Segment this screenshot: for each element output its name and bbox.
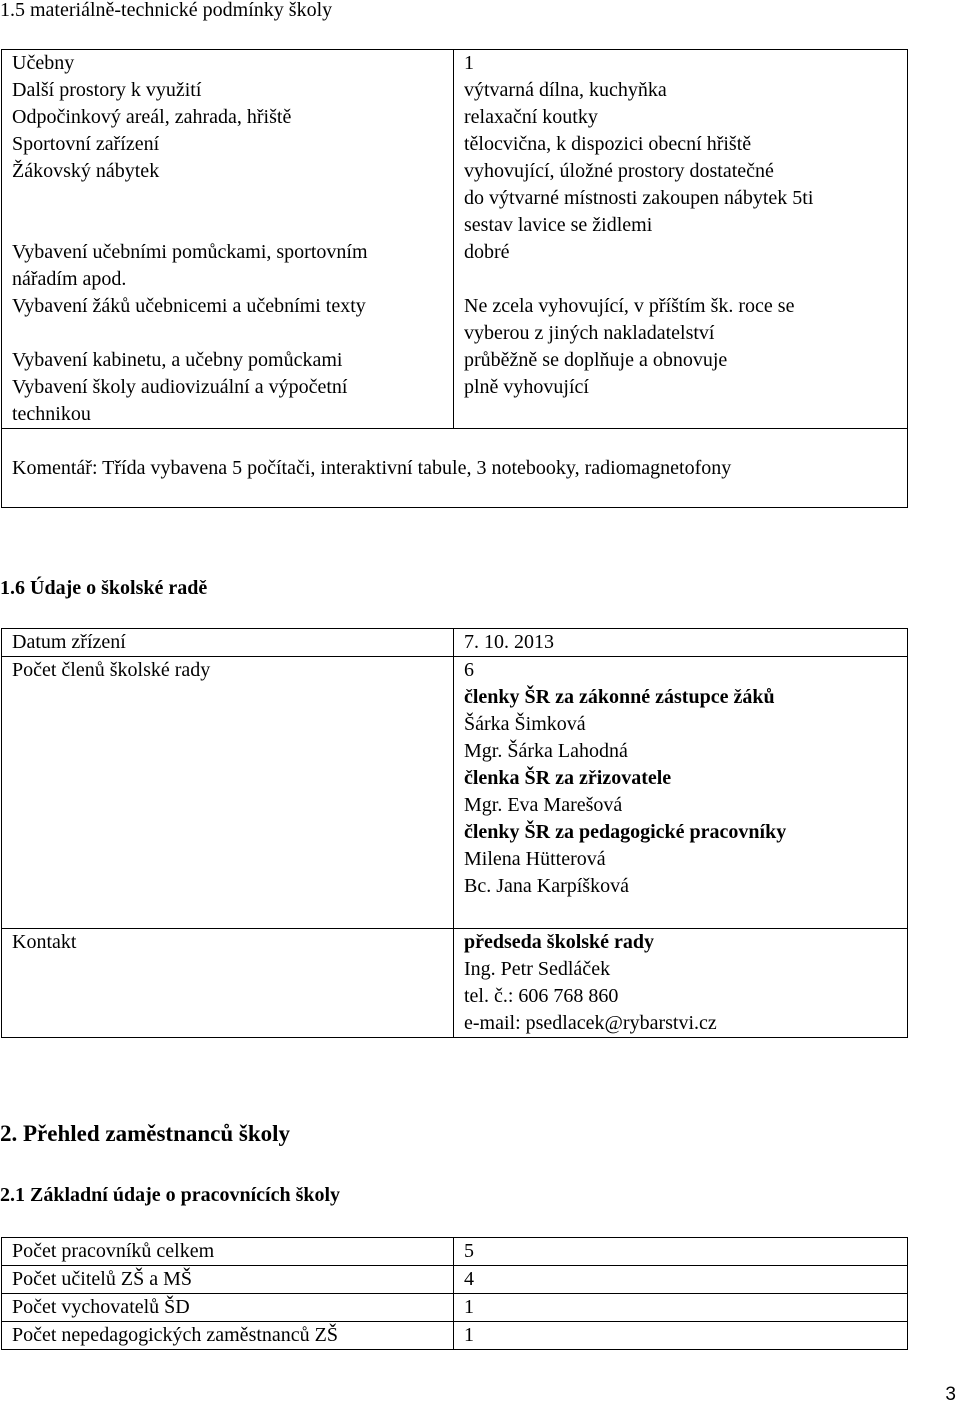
conditions-label: Další prostory k využití bbox=[12, 79, 202, 101]
conditions-value: relaxační koutky bbox=[464, 106, 598, 128]
staff-label: Počet nepedagogických zaměstnanců ZŠ bbox=[2, 1322, 454, 1350]
conditions-label: technikou bbox=[12, 403, 91, 425]
table-row bbox=[2, 929, 908, 1038]
kontakt-cell bbox=[454, 929, 908, 1038]
datum-value: 7. 10. 2013 bbox=[454, 629, 908, 657]
members-count-label: Počet členů školské rady bbox=[2, 657, 454, 929]
conditions-label: Odpočinkový areál, zahrada, hřiště bbox=[12, 106, 292, 128]
member-name: Milena Hütterová bbox=[464, 848, 606, 870]
members-count-value: 6 bbox=[464, 659, 474, 681]
members-list bbox=[464, 657, 907, 684]
members bbox=[464, 684, 907, 900]
table-row bbox=[2, 50, 908, 429]
conditions-value: vyberou z jiných nakladatelství bbox=[464, 322, 715, 344]
staff-label: Počet pracovníků celkem bbox=[2, 1238, 454, 1266]
conditions-labels-cell bbox=[2, 50, 454, 429]
staff-label: Počet učitelů ZŠ a MŠ bbox=[2, 1266, 454, 1294]
member-name: Šárka Šimková bbox=[464, 713, 586, 735]
comment-cell bbox=[2, 429, 908, 508]
conditions-value: vyhovující, úložné prostory dostatečné bbox=[464, 160, 774, 182]
conditions-label: Vybavení žáků učebnicemi a učebními texty bbox=[12, 295, 366, 317]
section-1-5-title: 1.5 materiálně-technické podmínky školy bbox=[0, 0, 333, 21]
comment-text: Komentář: Třída vybavena 5 počítači, interaktivní tabule, 3 notebooky, radiomagnetofony bbox=[12, 456, 732, 479]
conditions-label: Vybavení učebními pomůckami, sportovním bbox=[12, 241, 368, 263]
kontakt-line: e-mail: psedlacek@rybarstvi.cz bbox=[464, 1012, 717, 1034]
conditions-value: sestav lavice se židlemi bbox=[464, 214, 653, 236]
section-2-title: 2. Přehled zaměstnanců školy bbox=[0, 1121, 291, 1146]
member-group-heading: členka ŠR za zřizovatele bbox=[464, 767, 672, 789]
conditions-values-cell bbox=[454, 50, 908, 429]
table-row bbox=[2, 629, 908, 657]
conditions-value: do výtvarné místnosti zakoupen nábytek 5ti bbox=[464, 187, 814, 209]
conditions-value: Ne zcela vyhovující, v příštím šk. roce se bbox=[464, 295, 795, 317]
staff-label: Počet vychovatelů ŠD bbox=[2, 1294, 454, 1322]
page-number: 3 bbox=[945, 1384, 956, 1405]
table-row bbox=[2, 1238, 908, 1266]
table-row bbox=[2, 429, 908, 508]
table-row bbox=[2, 1266, 908, 1294]
staff-value: 1 bbox=[454, 1294, 908, 1322]
member-name: Mgr. Šárka Lahodná bbox=[464, 740, 628, 762]
kontakt-line: tel. č.: 606 768 860 bbox=[464, 985, 619, 1007]
conditions-values bbox=[464, 50, 907, 428]
conditions-value: dobré bbox=[464, 241, 510, 263]
datum-label: Datum zřízení bbox=[2, 629, 454, 657]
kontakt-line: Ing. Petr Sedláček bbox=[464, 958, 611, 980]
kontakt-label: Kontakt bbox=[2, 929, 454, 1038]
section-2-1-title: 2.1 Základní údaje o pracovnících školy bbox=[0, 1184, 341, 1206]
member-group-heading: členky ŠR za pedagogické pracovníky bbox=[464, 821, 787, 843]
conditions-label: Vybavení kabinetu, a učebny pomůckami bbox=[12, 349, 343, 371]
conditions-value: plně vyhovující bbox=[464, 376, 589, 398]
table-row bbox=[2, 1294, 908, 1322]
member-name: Mgr. Eva Marešová bbox=[464, 794, 623, 816]
kontakt-heading: předseda školské rady bbox=[464, 931, 655, 953]
members-cell bbox=[454, 657, 908, 929]
conditions-label: nářadím apod. bbox=[12, 268, 127, 290]
conditions-label: Vybavení školy audiovizuální a výpočetní bbox=[12, 376, 348, 398]
conditions-value: 1 bbox=[464, 52, 474, 74]
school-board-table bbox=[1, 628, 908, 1038]
conditions-label: Žákovský nábytek bbox=[12, 160, 160, 182]
table-row bbox=[2, 657, 908, 929]
staff-value: 1 bbox=[454, 1322, 908, 1350]
conditions-value: výtvarná dílna, kuchyňka bbox=[464, 79, 667, 101]
member-group-heading: členky ŠR za zákonné zástupce žáků bbox=[464, 686, 775, 708]
member-name: Bc. Jana Karpíšková bbox=[464, 875, 629, 897]
material-conditions-table bbox=[1, 49, 908, 508]
staff-value: 4 bbox=[454, 1266, 908, 1294]
conditions-label: Sportovní zařízení bbox=[12, 133, 160, 155]
conditions-labels bbox=[12, 50, 453, 428]
table-row bbox=[2, 1322, 908, 1350]
kontakt-list bbox=[464, 929, 907, 1037]
staff-table bbox=[1, 1237, 908, 1350]
conditions-value: tělocvična, k dispozici obecní hřiště bbox=[464, 133, 752, 155]
conditions-label: Učebny bbox=[12, 52, 75, 74]
conditions-value: průběžně se doplňuje a obnovuje bbox=[464, 349, 728, 371]
staff-value: 5 bbox=[454, 1238, 908, 1266]
section-1-6-title: 1.6 Údaje o školské radě bbox=[0, 577, 208, 599]
